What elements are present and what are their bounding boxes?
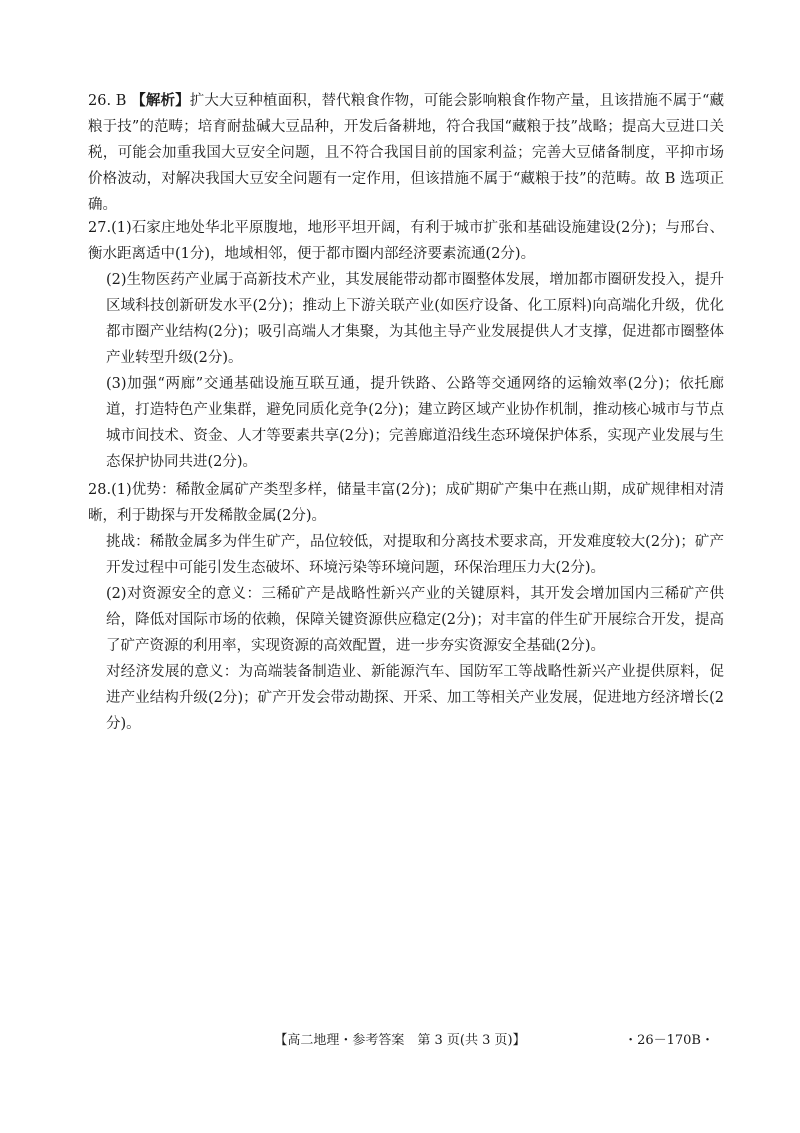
q28-challenge: 挑战：稀散金属多为伴生矿产，品位较低，对提取和分离技术要求高，开发难度较大(2分)；矿产开发过程中可能引发生态破坏、环境污染等环境问题，环保治理压力大(2分)。 — [106, 534, 724, 576]
question-26 — [88, 88, 724, 218]
q27-part1 — [88, 215, 724, 267]
q26-paragraph — [88, 88, 724, 218]
footer-page-label: 【高二地理・参考答案 第 3 页(共 3 页)】 — [274, 1033, 526, 1048]
footer-code: ・26－170B・ — [624, 1033, 714, 1048]
question-27 — [88, 215, 724, 475]
q28-part1 — [88, 477, 724, 529]
q27-number: 27. — [88, 220, 112, 236]
q26-analysis-tag: 【解析】 — [131, 92, 190, 109]
q28-part2-economy: 对经济发展的意义：为高端装备制造业、新能源汽车、国防军工等战略性新兴产业提供原料，促进产业结构升级(2分)；矿产开发会带动勘探、开采、加工等相关产业发展，促进地方经济增长(2分)。 — [106, 664, 724, 732]
q27-part3: (3)加强“两廊”交通基础设施互联互通，提升铁路、公路等交通网络的运输效率(2分)；依托廊道，打造特色产业集群，避免同质化竞争(2分)；建立跨区域产业协作机制，推动核心城市与节点城市间技术、资金、人才等要素共享(2分)；完善廊道沿线生态环境保护体系，实现产业发展与生态保护协同共进(2分)。 — [106, 376, 724, 470]
q26-text: 扩大大豆种植面积，替代粮食作物，可能会影响粮食作物产量，且该措施不属于“藏粮于技”的范畴；培育耐盐碱大豆品种，开发后备耕地，符合我国“藏粮于技”战略；提高大豆进口关税，可能会加重我国大豆安全问题，且不符合我国目前的国家利益；完善大豆储备制度，平抑市场价格波动，对解决我国大豆安全问题有一定作用，但该措施不属于“藏粮于技”的范畴。故 B 选项正确。 — [88, 93, 725, 213]
q28-number: 28. — [88, 482, 112, 498]
question-28 — [88, 477, 724, 737]
q28-part2-resource: (2)对资源安全的意义：三稀矿产是战略性新兴产业的关键原料，其开发会增加国内三稀矿产供给，降低对国际市场的依赖，保障关键资源供应稳定(2分)；对丰富的伴生矿开展综合开发，提高了矿产资源的利用率，实现资源的高效配置，进一步夯实资源安全基础(2分)。 — [106, 586, 724, 654]
q27-part2: (2)生物医药产业属于高新技术产业，其发展能带动都市圈整体发展，增加都市圈研发投入，提升区域科技创新研发水平(2分)；推动上下游关联产业(如医疗设备、化工原料)向高端化升级，优化都市圈产业结构(2分)；吸引高端人才集聚，为其他主导产业发展提供人才支撑，促进都市圈整体产业转型升级(2分)。 — [106, 272, 724, 366]
q26-number: 26. B — [88, 93, 127, 109]
page-footer — [0, 1029, 800, 1049]
q27-part1-text: (1)石家庄地处华北平原腹地，地形平坦开阔，有利于城市扩张和基础设施建设(2分)；与邢台、衡水距离适中(1分)，地域相邻，便于都市圈内部经济要素流通(2分)。 — [88, 220, 724, 262]
q28-part1-text: (1)优势：稀散金属矿产类型多样，储量丰富(2分)；成矿期矿产集中在燕山期，成矿规律相对清晰，利于勘探与开发稀散金属(2分)。 — [88, 482, 724, 524]
